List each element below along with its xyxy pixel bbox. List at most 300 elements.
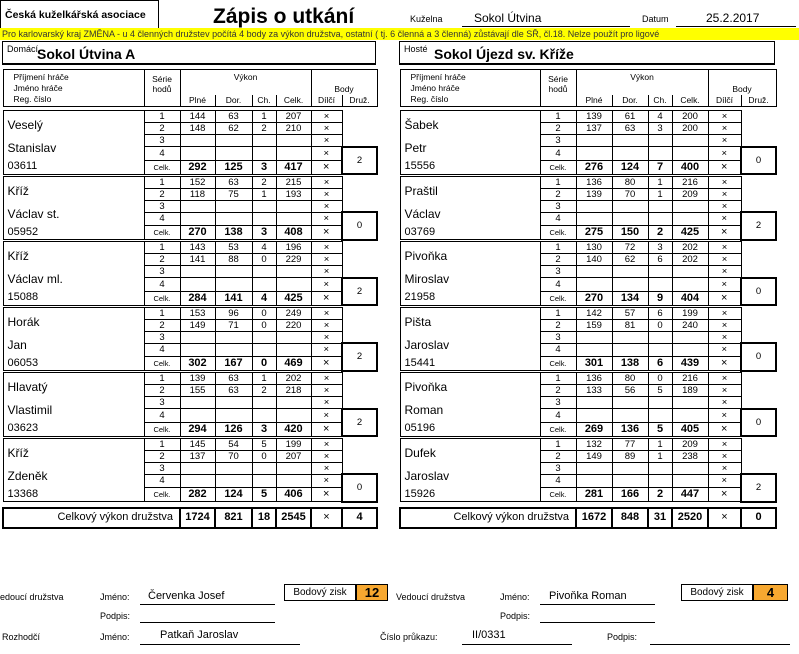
performance-header: Výkon — [576, 70, 708, 84]
date-value: 25.2.2017 — [706, 11, 760, 25]
team-points-spacer — [342, 242, 377, 278]
series-number: 3 — [540, 462, 576, 474]
date-label: Datum — [642, 14, 669, 24]
sum-label: Celk. — [540, 291, 576, 305]
sum-label: Celk. — [540, 488, 576, 502]
series-value — [252, 212, 276, 226]
series-value: 152 — [180, 176, 215, 188]
series-value — [612, 266, 648, 278]
x-mark: × — [311, 147, 342, 161]
series-value: 81 — [612, 319, 648, 331]
x-mark: × — [708, 488, 741, 502]
home-bodovy-label: Bodový zisk — [284, 584, 356, 601]
player-firstname: Zdeněk — [7, 468, 48, 483]
referee-card-line — [462, 644, 572, 645]
team-total-row — [400, 508, 776, 528]
series-value — [252, 397, 276, 409]
player-reg: 15556 — [400, 160, 540, 174]
x-mark: × — [708, 508, 741, 528]
series-value — [576, 331, 612, 343]
sum-value: 425 — [672, 226, 708, 240]
series-value — [180, 266, 215, 278]
x-mark: × — [311, 254, 342, 266]
x-mark: × — [708, 357, 741, 371]
series-number: 3 — [540, 331, 576, 343]
x-mark: × — [708, 266, 741, 278]
series-value — [612, 474, 648, 488]
player-firstname: Václav st. — [7, 206, 60, 221]
player-points: 2 — [342, 343, 377, 371]
x-mark: × — [311, 409, 342, 423]
x-mark: × — [311, 212, 342, 226]
series-value — [612, 135, 648, 147]
x-mark: × — [311, 385, 342, 397]
series-number: 3 — [540, 397, 576, 409]
series-value — [648, 474, 672, 488]
sum-label: Celk. — [540, 357, 576, 371]
player-name-cell — [400, 176, 540, 226]
dor-col-header: Dor. — [612, 95, 648, 107]
sum-value: 406 — [276, 488, 311, 502]
home-captain-line — [140, 604, 275, 605]
series-value: 72 — [612, 242, 648, 254]
celk-col-header: Celk. — [276, 95, 311, 107]
x-mark: × — [311, 450, 342, 462]
player-reg: 15441 — [400, 357, 540, 371]
guest-team-name: Sokol Újezd sv. Kříže — [434, 46, 574, 62]
player-surname: Pivoňka — [404, 380, 448, 394]
series-value — [576, 147, 612, 161]
player-reg: 03623 — [3, 422, 144, 436]
home-captain-name: Červenka Josef — [148, 590, 225, 602]
series-value: 63 — [215, 176, 252, 188]
series-number: 2 — [144, 319, 180, 331]
sum-value: 3 — [252, 160, 276, 174]
series-number: 1 — [540, 438, 576, 450]
series-value — [576, 200, 612, 212]
venue-value: Sokol Útvina — [474, 11, 542, 25]
referee-podpis-label: Podpis: — [607, 632, 638, 642]
sum-value: 5 — [648, 422, 672, 436]
series-number: 2 — [540, 123, 576, 135]
sum-value: 294 — [180, 422, 215, 436]
sum-value: 276 — [576, 160, 612, 174]
series-value — [215, 474, 252, 488]
association-name: Česká kuželkářská asociace — [0, 0, 159, 36]
x-mark: × — [311, 242, 342, 254]
series-value — [648, 331, 672, 343]
series-value — [276, 397, 311, 409]
series-value — [215, 200, 252, 212]
series-row — [400, 242, 776, 254]
x-mark: × — [708, 147, 741, 161]
sum-value: 0 — [252, 357, 276, 371]
series-value: 155 — [180, 385, 215, 397]
x-mark: × — [311, 474, 342, 488]
sum-value: 138 — [612, 357, 648, 371]
player-firstname: Jan — [7, 337, 27, 352]
series-value: 141 — [180, 254, 215, 266]
series-value — [672, 212, 708, 226]
series-number: 3 — [540, 135, 576, 147]
series-value: 0 — [648, 373, 672, 385]
series-value: 143 — [180, 242, 215, 254]
sum-label: Celk. — [540, 422, 576, 436]
series-value: 54 — [215, 438, 252, 450]
sum-value: 4 — [252, 291, 276, 305]
series-value — [648, 462, 672, 474]
series-value — [648, 147, 672, 161]
series-number: 2 — [144, 450, 180, 462]
series-row — [400, 176, 776, 188]
venue-underline — [462, 26, 630, 27]
player-col-header — [400, 70, 540, 107]
player-surname: Kříž — [7, 249, 29, 263]
x-mark: × — [708, 242, 741, 254]
series-value: 1 — [648, 188, 672, 200]
series-value — [612, 212, 648, 226]
player-points: 0 — [342, 474, 377, 502]
series-value — [612, 409, 648, 423]
sum-label: Celk. — [144, 422, 180, 436]
x-mark: × — [708, 438, 741, 450]
home-podpis-label: Podpis: — [100, 611, 131, 621]
home-team-header — [2, 41, 376, 65]
player-firstname: Roman — [404, 403, 444, 417]
series-value — [215, 462, 252, 474]
player-firstname: Miroslav — [404, 272, 450, 286]
series-value — [252, 135, 276, 147]
x-mark: × — [311, 135, 342, 147]
home-team-block — [2, 41, 389, 584]
series-row — [3, 438, 377, 450]
series-value — [180, 135, 215, 147]
series-value: 0 — [252, 319, 276, 331]
series-value — [215, 278, 252, 292]
player-points: 0 — [342, 212, 377, 240]
series-value — [576, 266, 612, 278]
series-value: 88 — [215, 254, 252, 266]
series-value: 3 — [648, 242, 672, 254]
player-points: 0 — [741, 343, 776, 371]
home-scorecard — [2, 69, 378, 529]
x-mark: × — [708, 373, 741, 385]
sum-value: 281 — [576, 488, 612, 502]
x-mark: × — [311, 319, 342, 331]
series-value: 56 — [612, 385, 648, 397]
series-row — [3, 242, 377, 254]
series-number: 1 — [144, 176, 180, 188]
series-value — [612, 397, 648, 409]
series-value — [648, 200, 672, 212]
firstname-header: Jméno hráče — [410, 83, 460, 93]
sum-value: 405 — [672, 422, 708, 436]
player-points: 0 — [741, 278, 776, 306]
series-value: 133 — [576, 385, 612, 397]
x-mark: × — [708, 462, 741, 474]
series-number: 1 — [540, 242, 576, 254]
referee-card: II/0331 — [472, 629, 506, 641]
performance-spacer — [576, 83, 708, 94]
guest-bodovy-label: Bodový zisk — [681, 584, 753, 601]
team-total-value: 31 — [648, 508, 672, 528]
performance-header: Výkon — [180, 70, 311, 84]
team-total-label: Celkový výkon družstva — [400, 508, 576, 528]
player-reg: 13368 — [3, 488, 144, 502]
series-value: 130 — [576, 242, 612, 254]
sum-value: 3 — [252, 422, 276, 436]
series-value — [252, 147, 276, 161]
x-mark: × — [311, 462, 342, 474]
sum-label: Celk. — [540, 226, 576, 240]
sum-value: 124 — [612, 160, 648, 174]
guest-team-block — [399, 41, 788, 584]
x-mark: × — [708, 397, 741, 409]
player-sum-row — [400, 226, 776, 240]
series-value: 189 — [672, 385, 708, 397]
series-value — [672, 331, 708, 343]
x-mark: × — [311, 188, 342, 200]
series-value: 0 — [648, 319, 672, 331]
series-row — [400, 438, 776, 450]
series-value — [276, 462, 311, 474]
dor-col-header: Dor. — [215, 95, 252, 107]
series-number: 2 — [144, 254, 180, 266]
team-points-spacer — [741, 438, 776, 474]
series-value: 209 — [672, 438, 708, 450]
series-number: 3 — [144, 397, 180, 409]
player-sum-row — [400, 488, 776, 502]
x-mark: × — [708, 111, 741, 123]
celk-col-header: Celk. — [672, 95, 708, 107]
plne-col-header: Plné — [576, 95, 612, 107]
sum-value: 284 — [180, 291, 215, 305]
team-total-points: 0 — [741, 508, 776, 528]
series-value — [672, 135, 708, 147]
sum-value: 425 — [276, 291, 311, 305]
series-value — [276, 331, 311, 343]
team-points-spacer — [342, 307, 377, 343]
player-points: 0 — [741, 409, 776, 437]
referee-label: Rozhodčí — [2, 632, 41, 642]
team-total-label: Celkový výkon družstva — [3, 508, 180, 528]
x-mark: × — [311, 438, 342, 450]
x-mark: × — [311, 373, 342, 385]
series-number: 1 — [144, 438, 180, 450]
sum-value: 417 — [276, 160, 311, 174]
x-mark: × — [708, 226, 741, 240]
series-value: 70 — [612, 188, 648, 200]
player-firstname: Jaroslav — [404, 468, 450, 483]
ch-col-header: Ch. — [252, 95, 276, 107]
team-total-row — [3, 508, 377, 528]
x-mark: × — [708, 278, 741, 292]
series-value: 144 — [180, 111, 215, 123]
sum-value: 167 — [215, 357, 252, 371]
player-col-header — [3, 70, 144, 107]
series-value — [276, 343, 311, 357]
series-value: 215 — [276, 176, 311, 188]
player-reg: 03769 — [400, 226, 540, 240]
series-number: 1 — [540, 307, 576, 319]
home-captain-jmeno-label: Jméno: — [100, 592, 130, 602]
series-value — [180, 409, 215, 423]
sum-value: 400 — [672, 160, 708, 174]
player-sum-row — [3, 160, 377, 174]
team-total-value: 2545 — [276, 508, 311, 528]
series-value — [648, 212, 672, 226]
player-firstname: Václav — [404, 206, 441, 221]
series-number: 4 — [144, 474, 180, 488]
player-name-cell — [400, 111, 540, 161]
series-value — [648, 135, 672, 147]
series-value — [215, 409, 252, 423]
sum-label: Celk. — [144, 226, 180, 240]
series-number: 3 — [144, 135, 180, 147]
referee-card-label: Číslo průkazu: — [380, 632, 438, 642]
series-col-header — [540, 70, 576, 107]
series-value: 207 — [276, 450, 311, 462]
x-mark: × — [708, 409, 741, 423]
series-number: 1 — [144, 242, 180, 254]
player-points: 2 — [741, 212, 776, 240]
team-total-points: 4 — [342, 508, 377, 528]
series-value: 137 — [576, 123, 612, 135]
series-number: 1 — [540, 111, 576, 123]
player-name-cell — [400, 438, 540, 488]
series-value: 75 — [215, 188, 252, 200]
series-value: 207 — [276, 111, 311, 123]
series-value: 71 — [215, 319, 252, 331]
series-value — [276, 200, 311, 212]
series-number: 4 — [540, 343, 576, 357]
guest-team-label: Hosté — [404, 44, 428, 54]
series-value: 238 — [672, 450, 708, 462]
series-value: 149 — [180, 319, 215, 331]
x-mark: × — [708, 343, 741, 357]
sum-value: 136 — [612, 422, 648, 436]
player-surname: Horák — [7, 314, 40, 329]
player-sum-row — [3, 357, 377, 371]
guest-team-header — [399, 41, 775, 65]
series-value: 5 — [252, 438, 276, 450]
x-mark: × — [708, 319, 741, 331]
points-header: Body — [311, 83, 377, 94]
guest-scorecard — [399, 69, 777, 529]
series-value — [612, 343, 648, 357]
series-value — [576, 278, 612, 292]
sum-value: 301 — [576, 357, 612, 371]
series-value — [180, 462, 215, 474]
series-value — [648, 266, 672, 278]
x-mark: × — [708, 422, 741, 436]
series-header-l1: Série — [548, 74, 568, 84]
team-points-spacer — [342, 111, 377, 147]
team-total-value: 1724 — [180, 508, 215, 528]
guest-bodovy-value: 4 — [753, 584, 788, 601]
series-value: 136 — [576, 373, 612, 385]
team-total-value: 848 — [612, 508, 648, 528]
series-value: 216 — [672, 176, 708, 188]
series-number: 3 — [144, 331, 180, 343]
druz-col-header: Druž. — [342, 95, 377, 107]
player-sum-row — [400, 422, 776, 436]
series-value — [276, 409, 311, 423]
series-value: 118 — [180, 188, 215, 200]
sum-value: 134 — [612, 291, 648, 305]
x-mark: × — [311, 488, 342, 502]
series-value: 70 — [215, 450, 252, 462]
player-firstname: Jaroslav — [404, 337, 450, 352]
series-value — [648, 409, 672, 423]
x-mark: × — [311, 331, 342, 343]
series-value: 210 — [276, 123, 311, 135]
series-value — [276, 266, 311, 278]
performance-spacer — [180, 83, 311, 94]
series-value — [252, 266, 276, 278]
sum-label: Celk. — [144, 291, 180, 305]
player-reg: 05952 — [3, 226, 144, 240]
series-value: 3 — [648, 123, 672, 135]
home-bodovy-value: 12 — [356, 584, 388, 601]
series-value — [252, 331, 276, 343]
sum-label: Celk. — [540, 160, 576, 174]
series-value: 89 — [612, 450, 648, 462]
series-number: 3 — [144, 462, 180, 474]
sum-value: 275 — [576, 226, 612, 240]
x-mark: × — [311, 291, 342, 305]
series-value — [252, 409, 276, 423]
series-value — [180, 397, 215, 409]
x-mark: × — [708, 331, 741, 343]
series-value: 4 — [252, 242, 276, 254]
series-value — [612, 147, 648, 161]
series-value — [215, 331, 252, 343]
surname-header: Příjmení hráče — [410, 72, 466, 82]
sum-value: 5 — [252, 488, 276, 502]
page-title: Zápis o utkání — [213, 5, 355, 28]
guest-podpis-line — [540, 622, 655, 623]
x-mark: × — [708, 474, 741, 488]
sum-value: 2 — [648, 488, 672, 502]
series-value — [576, 462, 612, 474]
series-value: 132 — [576, 438, 612, 450]
series-value: 63 — [612, 123, 648, 135]
player-surname: Veselý — [7, 118, 43, 132]
series-number: 4 — [540, 278, 576, 292]
series-value — [276, 278, 311, 292]
sum-value: 7 — [648, 160, 672, 174]
x-mark: × — [311, 200, 342, 212]
x-mark: × — [311, 357, 342, 371]
series-value: 80 — [612, 176, 648, 188]
series-value — [180, 212, 215, 226]
series-number: 4 — [144, 278, 180, 292]
series-value: 136 — [576, 176, 612, 188]
series-value — [648, 397, 672, 409]
series-value: 216 — [672, 373, 708, 385]
series-value: 148 — [180, 123, 215, 135]
player-surname: Hlavatý — [7, 380, 48, 394]
sum-value: 447 — [672, 488, 708, 502]
x-mark: × — [708, 123, 741, 135]
series-value: 63 — [215, 111, 252, 123]
series-header-l2: hodů — [152, 84, 172, 94]
x-mark: × — [708, 188, 741, 200]
venue-label: Kuželna — [410, 14, 443, 24]
home-team-label: Domácí — [7, 44, 39, 54]
series-value: 137 — [180, 450, 215, 462]
